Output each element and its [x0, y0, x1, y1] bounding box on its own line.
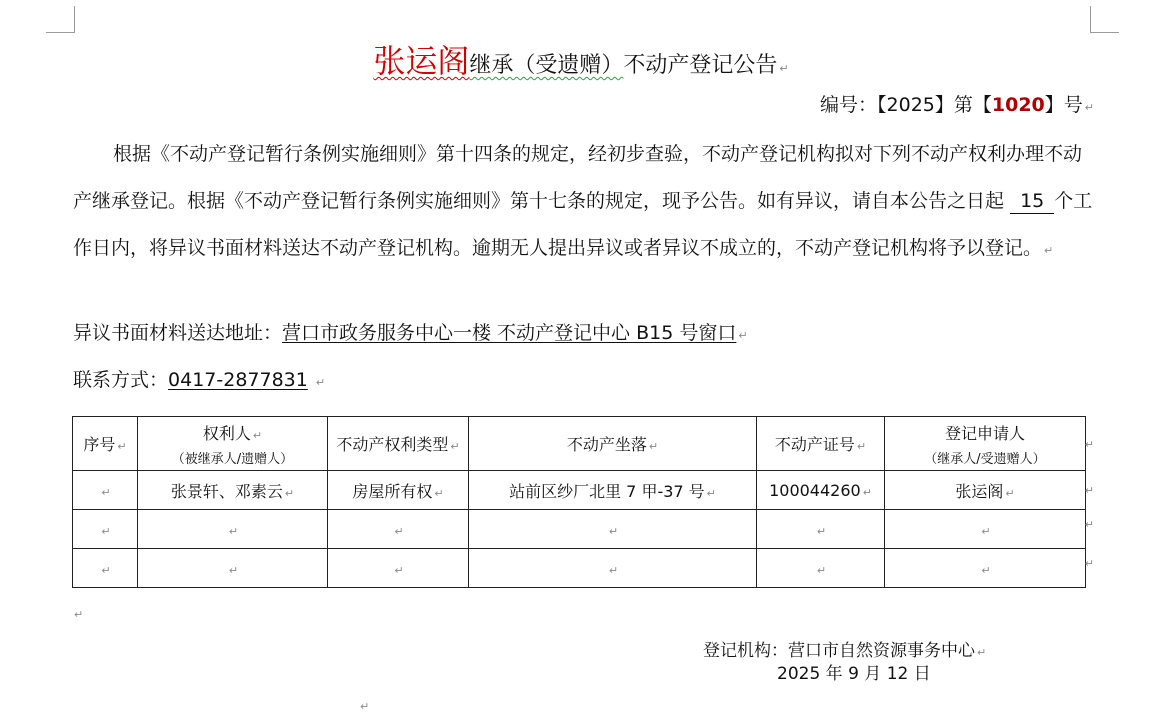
- announcement-body: [73, 131, 1093, 274]
- address-label: 异议书面材料送达地址：: [73, 322, 283, 344]
- cell-location: 站前区纱厂北里 7 甲-37 号 ↵: [469, 471, 757, 510]
- title-name: 张运阁: [373, 42, 470, 80]
- contact-phone: 0417-2877831: [168, 369, 308, 391]
- objection-days: 15: [1010, 189, 1054, 214]
- cell-applicant: 张运阁 ↵: [885, 471, 1086, 510]
- paragraph-mark-icon: ↵: [977, 646, 987, 659]
- paragraph-mark-icon: ↵: [74, 608, 84, 621]
- cell-holder: ↵: [138, 510, 328, 549]
- cell-holder: 张景轩、邓素云 ↵: [138, 471, 328, 510]
- cell-cert-no: 100044260 ↵: [757, 471, 885, 510]
- contact-label: 联系方式：: [73, 369, 169, 391]
- table-header-row: [73, 417, 1086, 471]
- header-right-type: 不动产权利类型 ↵: [328, 417, 469, 471]
- cell-holder: ↵: [138, 549, 328, 588]
- registration-table: [72, 416, 1086, 588]
- header-seq: 序号 ↵: [73, 417, 138, 471]
- table-row: [73, 471, 1086, 510]
- title-rest: 不动产登记公告: [623, 53, 778, 78]
- contact-info: [73, 365, 325, 392]
- paragraph-mark-icon: ↵: [1084, 101, 1094, 114]
- announcement-date: 2025 年 9 月 12 日: [777, 664, 931, 684]
- paragraph-mark-icon: ↵: [360, 700, 370, 713]
- cell-right-type: ↵: [328, 549, 469, 588]
- cell-seq: ↵: [73, 549, 138, 588]
- registration-authority: 登记机构：营口市自然资源事务中心 ↵: [703, 641, 987, 661]
- row-end-mark-icon: ↵: [1084, 557, 1094, 570]
- doc-number-prefix: 编号：【2025】第【: [820, 94, 992, 116]
- paragraph-mark-icon: ↵: [779, 62, 789, 75]
- cell-right-type: 房屋所有权 ↵: [328, 471, 469, 510]
- body-part2: 个工作日内，将异议书面材料送达不动产登记机构。逾期无人提出异议或者异议不成立的，不动产登记机构将予以登记。: [73, 190, 1093, 259]
- doc-number-suffix: 】号: [1044, 94, 1083, 116]
- document-number: [820, 90, 1094, 117]
- paragraph-mark-icon: ↵: [1044, 244, 1054, 257]
- cell-cert-no: ↵: [757, 510, 885, 549]
- table-row: [73, 549, 1086, 588]
- doc-number-value: 1020: [991, 94, 1045, 116]
- crop-mark-top-right: [1090, 6, 1119, 33]
- cell-seq: ↵: [73, 471, 138, 510]
- title-middle: 继承（受遗赠）: [469, 53, 624, 78]
- cell-seq: ↵: [73, 510, 138, 549]
- cell-applicant: ↵: [885, 549, 1086, 588]
- page-title: [0, 36, 1162, 82]
- header-applicant-sub: （继承人/受遗赠人）: [924, 451, 1046, 467]
- cell-right-type: ↵: [328, 510, 469, 549]
- header-applicant: 登记申请人 （继承人/受遗赠人）: [885, 417, 1086, 471]
- objection-address: [73, 318, 748, 345]
- crop-mark-top-left: [46, 6, 75, 33]
- row-end-mark-icon: ↵: [1084, 438, 1094, 451]
- row-end-mark-icon: ↵: [1084, 518, 1094, 531]
- paragraph-mark-icon: ↵: [315, 376, 326, 389]
- header-holder: 权利人 ↵ （被继承人/遗赠人）: [138, 417, 328, 471]
- header-cert-no: 不动产证号 ↵: [757, 417, 885, 471]
- address-value: 营口市政务服务中心一楼 不动产登记中心 B15 号窗口: [282, 322, 737, 344]
- cell-applicant: ↵: [885, 510, 1086, 549]
- header-holder-sub: （被继承人/遗赠人）: [171, 451, 294, 467]
- cell-cert-no: ↵: [757, 549, 885, 588]
- header-location: 不动产坐落 ↵: [469, 417, 757, 471]
- row-end-mark-icon: ↵: [1084, 484, 1094, 497]
- cell-location: ↵: [469, 510, 757, 549]
- body-part1: 根据《不动产登记暂行条例实施细则》第十四条的规定，经初步查验，不动产登记机构拟对下列不动产权利办理不动产继承登记。根据《不动产登记暂行条例实施细则》第十七条的规定，现予公告。如有异议，请自本公告之日起: [73, 143, 1083, 212]
- table-row: [73, 510, 1086, 549]
- paragraph-mark-icon: ↵: [738, 329, 748, 342]
- cell-location: ↵: [469, 549, 757, 588]
